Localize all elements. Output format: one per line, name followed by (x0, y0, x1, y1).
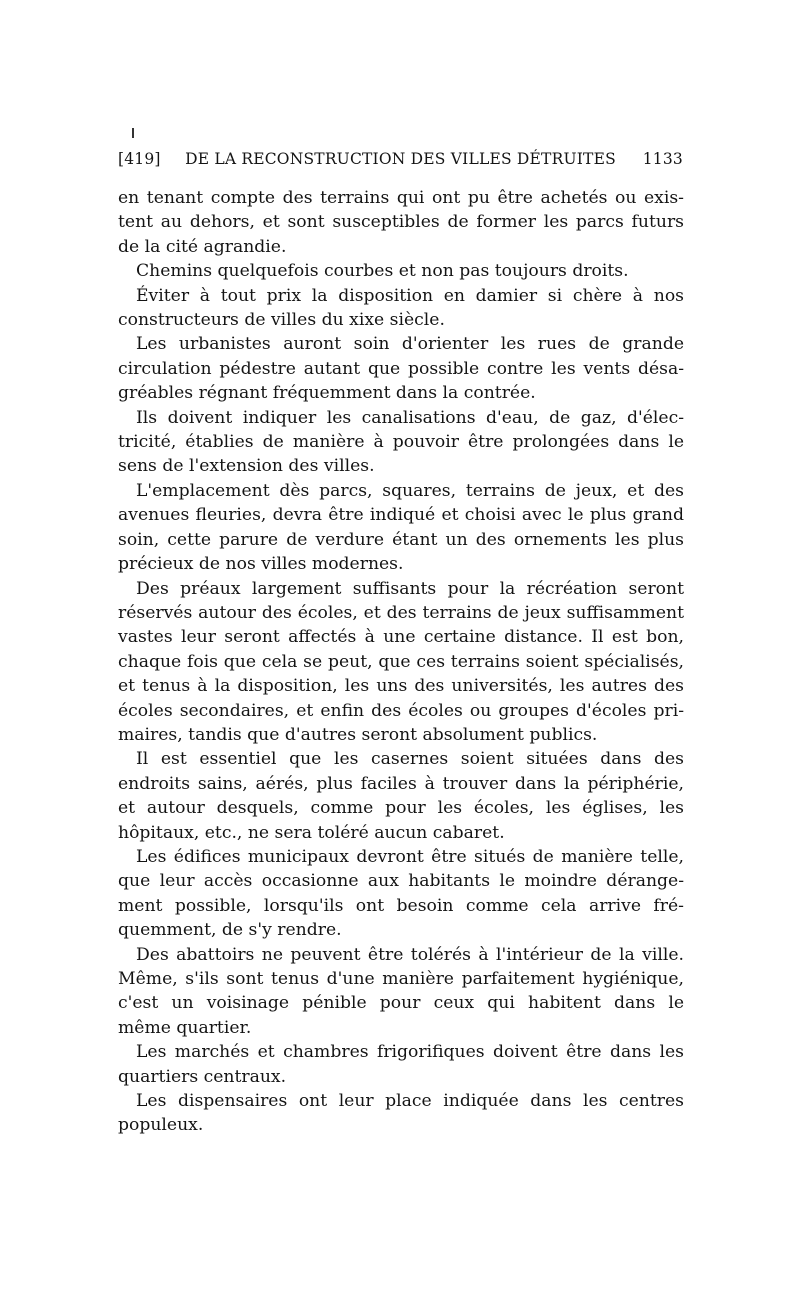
line-text: Les urbanistes auront soin d'orienter les rues de grande (136, 334, 684, 355)
line-text: Des préaux largement suffisants pour la récréation seront (136, 578, 684, 599)
body-text (118, 186, 684, 1138)
text-line (118, 991, 684, 1015)
line-text: L'emplacement dès parcs, squares, terrains de jeux, et des (136, 480, 684, 501)
line-text: même quartier. (118, 1017, 252, 1038)
line-text: tent au dehors, et sont susceptibles de former les parcs futurs (118, 212, 684, 233)
paragraph (118, 845, 684, 943)
text-line (118, 528, 684, 552)
paragraph (118, 406, 684, 479)
text-line (118, 430, 684, 454)
section-number: [419] (118, 150, 161, 168)
line-text: écoles secondaires, et enfin des écoles ou groupes d'écoles pri- (118, 700, 684, 721)
text-line (118, 357, 684, 381)
line-text: circulation pédestre autant que possible contre les vents désa- (118, 358, 684, 379)
paragraph (118, 479, 684, 577)
line-text: en tenant compte des terrains qui ont pu être achetés ou exis- (118, 188, 684, 208)
line-text: Des abattoirs ne peuvent être tolérés à l'intérieur de la ville. (136, 944, 684, 965)
text-line (118, 894, 684, 918)
paragraph (118, 1040, 684, 1089)
text-line (118, 845, 684, 869)
text-line (118, 1040, 684, 1064)
paragraph (118, 747, 684, 845)
line-text: que leur accès occasionne aux habitants le moindre dérange- (118, 871, 684, 892)
text-line (118, 308, 684, 332)
line-text: Même, s'ils sont tenus d'une manière parfaitement hygiénique, (118, 969, 684, 989)
line-text: tricité, établies de manière à pouvoir être prolongées dans le (118, 432, 684, 453)
text-line (118, 406, 684, 430)
line-text: Les marchés et chambres frigorifiques doivent être dans les (136, 1042, 684, 1063)
text-line (118, 284, 684, 308)
page-number: 1133 (642, 150, 683, 168)
paragraph (118, 332, 684, 405)
text-line (118, 943, 684, 967)
line-text: gréables régnant fréquemment dans la contrée. (118, 383, 536, 404)
paragraph (118, 1089, 684, 1138)
line-text: Ils doivent indiquer les canalisations d'eau, de gaz, d'élec- (136, 407, 684, 428)
paragraph (118, 186, 684, 259)
text-line (118, 650, 684, 674)
text-line (118, 821, 684, 845)
text-line (118, 503, 684, 527)
text-line (118, 259, 684, 283)
line-text: c'est un voisinage pénible pour ceux qui habitent dans le (118, 993, 684, 1014)
line-text: et tenus à la disposition, les uns des universités, les autres des (118, 676, 684, 697)
text-line (118, 454, 684, 478)
line-text: endroits sains, aérés, plus faciles à trouver dans la périphérie, (118, 773, 684, 794)
line-text: Éviter à tout prix la disposition en damier si chère à nos (136, 285, 684, 306)
text-line (118, 674, 684, 698)
line-text: constructeurs de villes du xixe siècle. (118, 310, 445, 331)
line-text: précieux de nos villes modernes. (118, 554, 404, 575)
line-text: ment possible, lorsqu'ils ont besoin comme cela arrive fré- (118, 895, 684, 916)
text-line (118, 577, 684, 601)
text-line (118, 723, 684, 747)
line-text: quemment, de s'y rendre. (118, 920, 342, 941)
line-text: Les édifices municipaux devront être situés de manière telle, (136, 846, 684, 867)
running-title: DE LA RECONSTRUCTION DES VILLES DÉTRUITES (185, 150, 616, 168)
text-line (118, 186, 684, 210)
text-line (118, 332, 684, 356)
text-line (118, 796, 684, 820)
text-line (118, 625, 684, 649)
line-text: maires, tandis que d'autres seront absolument publics. (118, 724, 598, 745)
paragraph (118, 577, 684, 748)
line-text: sens de l'extension des villes. (118, 456, 375, 477)
text-line (118, 918, 684, 942)
text-line (118, 699, 684, 723)
text-line (118, 1113, 684, 1137)
paragraph (118, 943, 684, 1041)
line-text: populeux. (118, 1115, 204, 1136)
line-text: réservés autour des écoles, et des terrains de jeux suffisamment (118, 602, 684, 623)
line-text: vastes leur seront affectés à une certaine distance. Il est bon, (118, 627, 684, 648)
line-text: de la cité agrandie. (118, 236, 287, 257)
line-text: quartiers centraux. (118, 1066, 287, 1087)
line-text: et autour desquels, comme pour les écoles, les églises, les (118, 798, 684, 819)
paragraph (118, 259, 684, 283)
text-line (118, 552, 684, 576)
text-line (118, 967, 684, 991)
text-line (118, 235, 684, 259)
line-text: chaque fois que cela se peut, que ces terrains soient spécialisés, (118, 651, 684, 672)
text-line (118, 869, 684, 893)
line-text: Il est essentiel que les casernes soient situées dans des (136, 749, 684, 770)
text-line (118, 1089, 684, 1113)
line-text: soin, cette parure de verdure étant un des ornements les plus (118, 529, 684, 550)
paragraph (118, 284, 684, 333)
line-text: hôpitaux, etc., ne sera toléré aucun cabaret. (118, 822, 505, 843)
text-line (118, 747, 684, 771)
print-mark (132, 128, 134, 138)
text-line (118, 772, 684, 796)
text-line (118, 1065, 684, 1089)
line-text: Chemins quelquefois courbes et non pas toujours droits. (136, 261, 629, 282)
text-line (118, 479, 684, 503)
line-text: avenues fleuries, devra être indiqué et choisi avec le plus grand (118, 505, 684, 526)
text-line (118, 1016, 684, 1040)
text-line (118, 601, 684, 625)
line-text: Les dispensaires ont leur place indiquée dans les centres (136, 1091, 684, 1112)
text-line (118, 381, 684, 405)
running-header (118, 150, 683, 176)
text-line (118, 210, 684, 234)
